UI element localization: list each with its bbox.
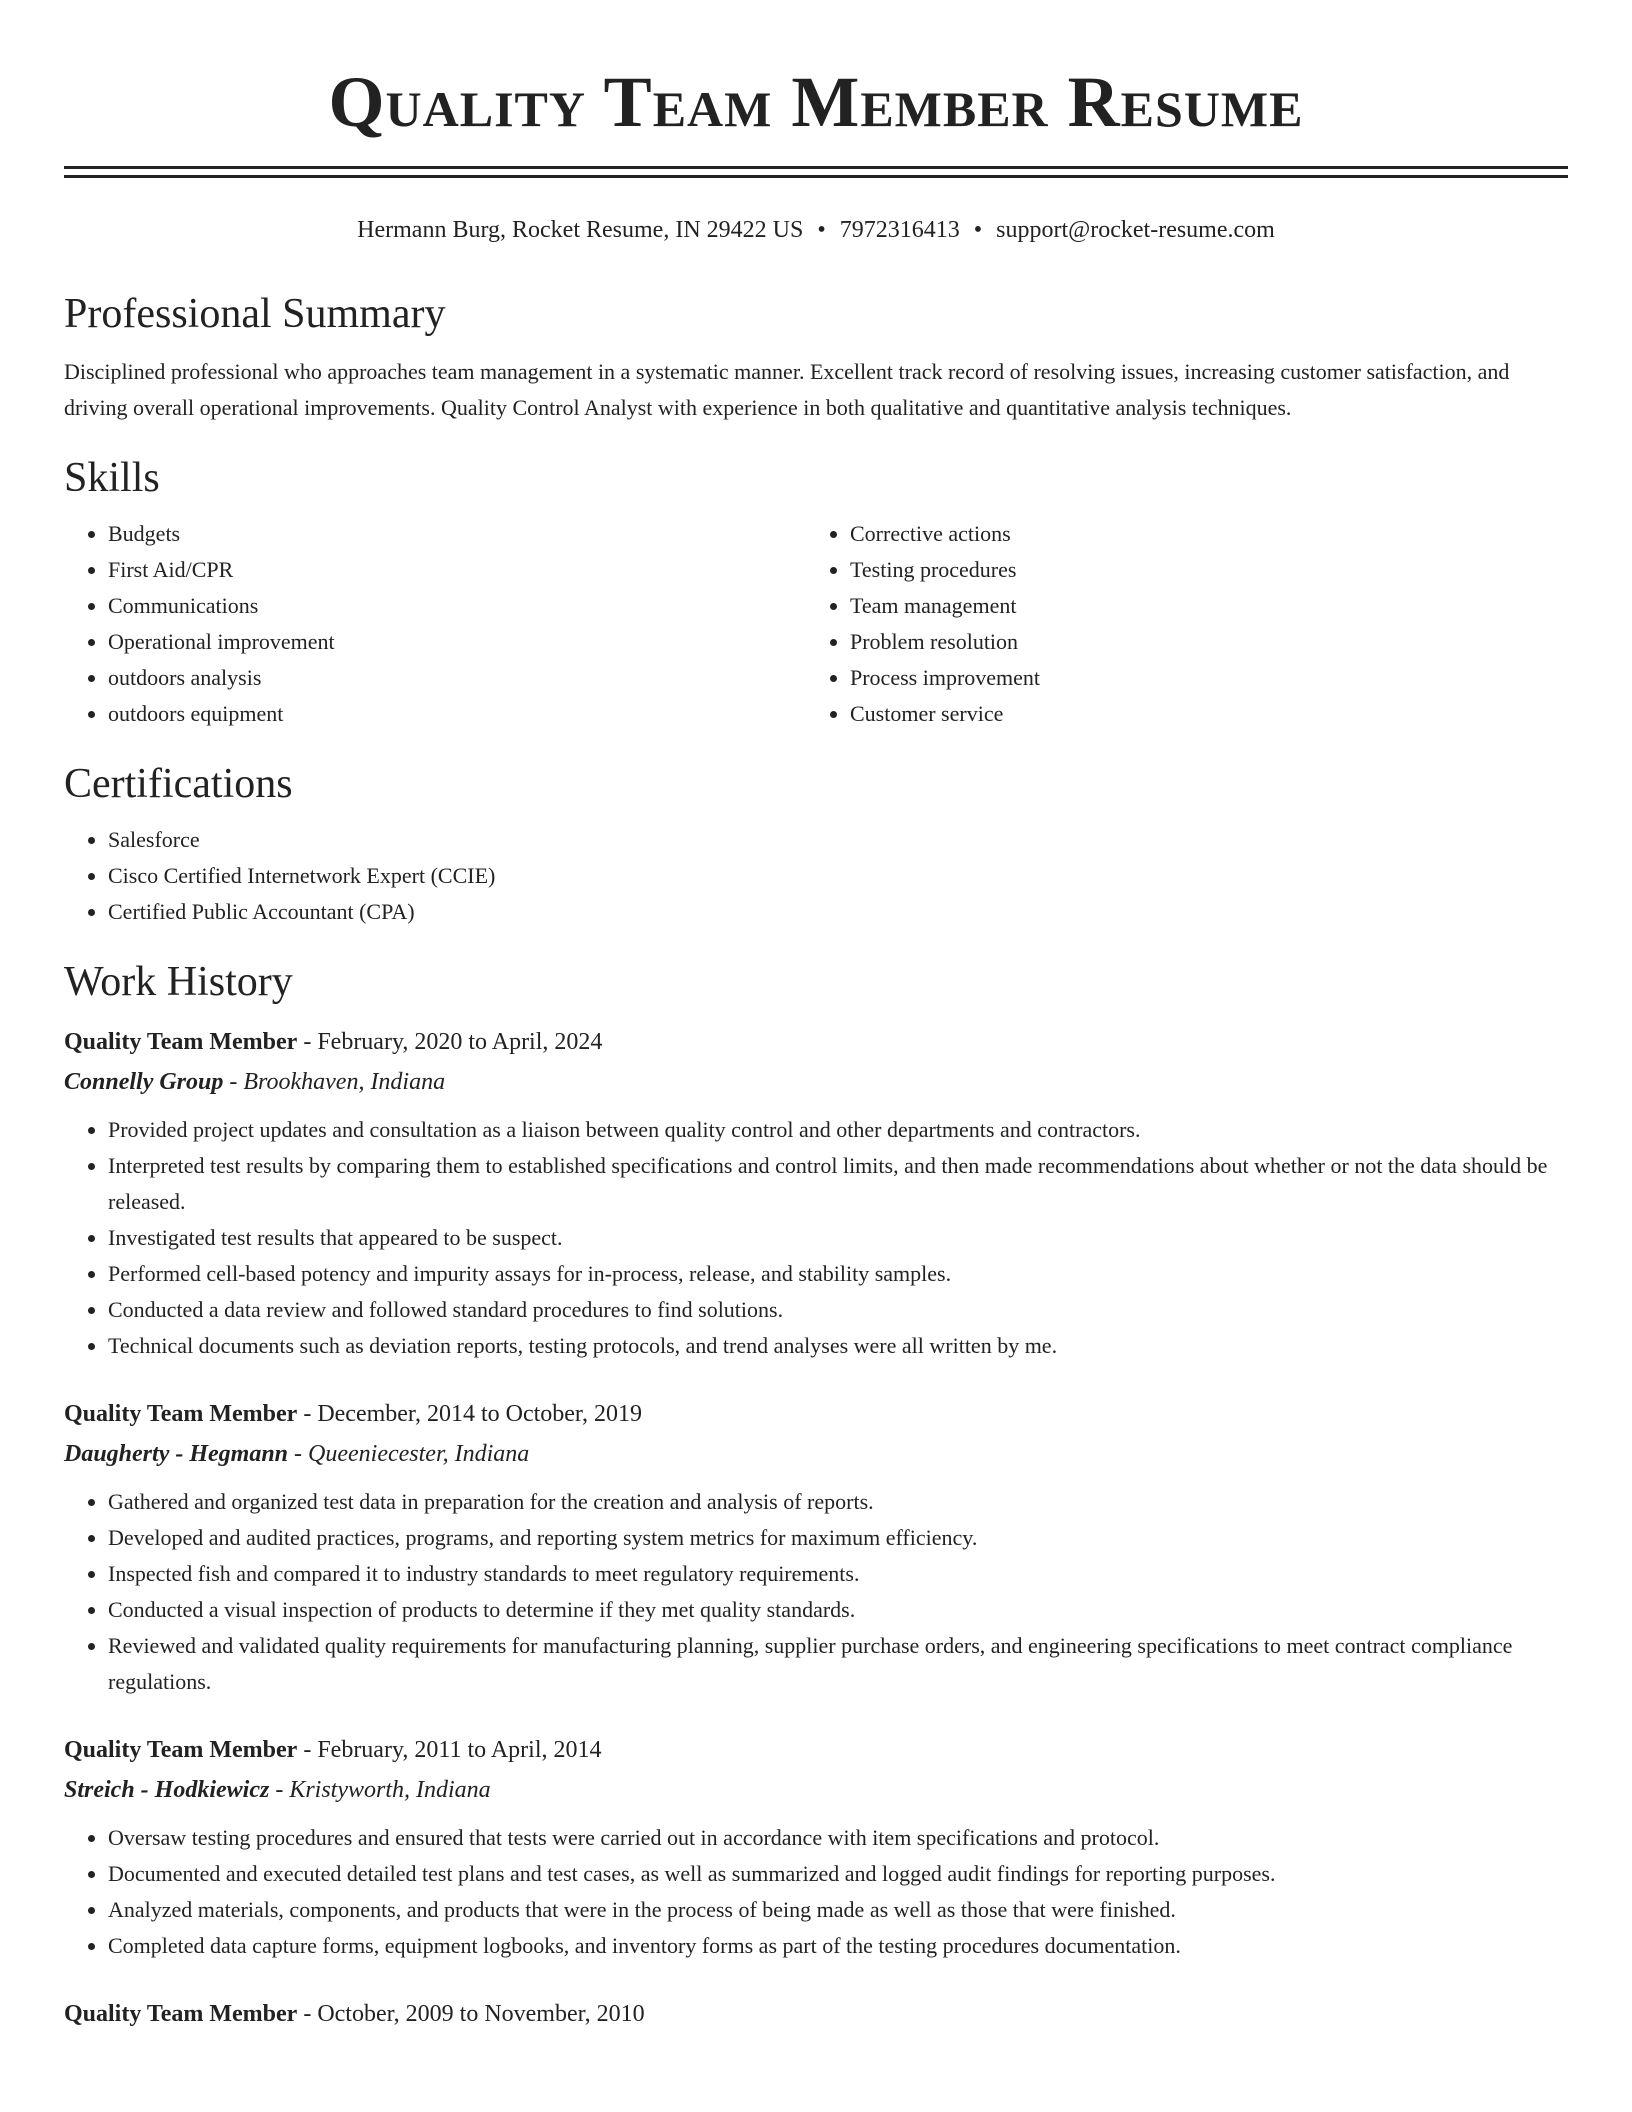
job-bullet: • Conducted a visual inspection of products to determine if they met quality standards. [108,1592,1568,1628]
contact-address: Hermann Burg, Rocket Resume, IN 29422 US [357,217,804,243]
certification-item: • Certified Public Accountant (CPA) [108,894,1568,930]
job-dates: February, 2011 to April, 2014 [317,1737,602,1763]
job-bullet: • Investigated test results that appeared to be suspect. [108,1220,1568,1256]
job-title-line: Quality Team Member - February, 2011 to April, 2014 [64,1737,602,1763]
job-title: Quality Team Member [64,1029,298,1055]
skills-grid [64,516,1568,732]
job-entry [64,1022,1568,1364]
summary-heading: Professional Summary [64,291,446,337]
title-divider-top [64,166,1568,169]
skills-heading: Skills [64,455,160,501]
job-bullet: • Reviewed and validated quality requirements for manufacturing planning, supplier purchase orders, and engineering specifications to meet contract compliance regulations. [108,1628,1568,1700]
skill-item: • Operational improvement [108,624,806,660]
contact-phone: 7972316413 [839,217,960,243]
job-title: Quality Team Member [64,2001,298,2027]
skill-item: • Corrective actions [850,516,1548,552]
job-entry [64,1994,1568,2034]
job-bullet: • Completed data capture forms, equipment logbooks, and inventory forms as part of the testing procedures documentation. [108,1928,1568,1964]
job-company: Daugherty - Hegmann [64,1441,289,1467]
skills-list-right [806,516,1548,732]
contact-separator: • [973,217,983,243]
skills-list-left [64,516,806,732]
job-company-line: Streich - Hodkiewicz - Kristyworth, Indiana [64,1777,491,1803]
job-entry [64,1394,1568,1700]
skill-item: • Customer service [850,696,1548,732]
job-bullet: • Interpreted test results by comparing them to established specifications and control limits, and then made recommendations about whether or not the data should be released. [108,1148,1568,1220]
job-company: Connelly Group [64,1069,224,1095]
job-bullets [64,1820,1568,1964]
job-company: Streich - Hodkiewicz [64,1777,270,1803]
job-location: Kristyworth, Indiana [289,1777,491,1803]
job-title-line: Quality Team Member - December, 2014 to October, 2019 [64,1401,642,1427]
summary-text: Disciplined professional who approaches team management in a systematic manner. Excellent track record of resolving issues, increasing customer satisfaction, and driving overall operational improvements. Quality Control Analyst with experience in both qualitative and quantitative analysis techniques. [64,359,1510,420]
job-entry [64,1730,1568,1964]
certifications-heading: Certifications [64,761,293,807]
contact-separator: • [817,217,826,243]
job-bullet: • Documented and executed detailed test plans and test cases, as well as summarized and logged audit findings for reporting purposes. [108,1856,1568,1892]
job-dates: October, 2009 to November, 2010 [317,2001,645,2027]
resume-title: Quality Team Member Resume [328,62,1304,142]
work-history-section [64,956,1568,2034]
job-company-line: Connelly Group - Brookhaven, Indiana [64,1069,446,1095]
work-history-list [64,1022,1568,2034]
skills-section [64,452,1568,732]
job-bullet: • Gathered and organized test data in preparation for the creation and analysis of reports. [108,1484,1568,1520]
job-location: Queeniecester, Indiana [308,1441,530,1467]
job-bullet: • Provided project updates and consultation as a liaison between quality control and other departments and contractors. [108,1112,1568,1148]
certifications-section [64,758,1568,930]
certification-item: • Cisco Certified Internetwork Expert (CCIE) [108,858,1568,894]
skill-item: • Team management [850,588,1548,624]
job-bullets [64,1484,1568,1700]
job-title: Quality Team Member [64,1401,298,1427]
job-title-line: Quality Team Member - February, 2020 to April, 2024 [64,1029,603,1055]
skill-item: • Budgets [108,516,806,552]
job-title-line: Quality Team Member - October, 2009 to November, 2010 [64,2001,645,2027]
skill-item: • Process improvement [850,660,1548,696]
contact-email: support@rocket-resume.com [996,217,1275,243]
skill-item: • outdoors equipment [108,696,806,732]
job-bullet: • Performed cell-based potency and impurity assays for in-process, release, and stability samples. [108,1256,1568,1292]
certifications-list [64,822,1568,930]
work-history-heading: Work History [64,959,293,1005]
skill-item: • outdoors analysis [108,660,806,696]
certification-item: • Salesforce [108,822,1568,858]
job-dates: February, 2020 to April, 2024 [317,1029,603,1055]
job-bullets [64,1112,1568,1364]
skill-item: • First Aid/CPR [108,552,806,588]
job-title: Quality Team Member [64,1737,298,1763]
job-bullet: • Oversaw testing procedures and ensured that tests were carried out in accordance with item specifications and protocol. [108,1820,1568,1856]
job-dates: December, 2014 to October, 2019 [317,1401,642,1427]
job-bullet: • Inspected fish and compared it to industry standards to meet regulatory requirements. [108,1556,1568,1592]
job-company-line: Daugherty - Hegmann - Queeniecester, Indiana [64,1441,530,1467]
job-bullet: • Developed and audited practices, programs, and reporting system metrics for maximum efficiency. [108,1520,1568,1556]
job-bullet: • Conducted a data review and followed standard procedures to find solutions. [108,1292,1568,1328]
job-bullet: • Analyzed materials, components, and products that were in the process of being made as well as those that were finished. [108,1892,1568,1928]
skill-item: • Communications [108,588,806,624]
skill-item: • Testing procedures [850,552,1548,588]
skill-item: • Problem resolution [850,624,1548,660]
title-divider-bottom [64,175,1568,178]
contact-line [64,214,1568,246]
job-location: Brookhaven, Indiana [243,1069,446,1095]
summary-section [64,288,1568,426]
job-bullet: • Technical documents such as deviation reports, testing protocols, and trend analyses were all written by me. [108,1328,1568,1364]
